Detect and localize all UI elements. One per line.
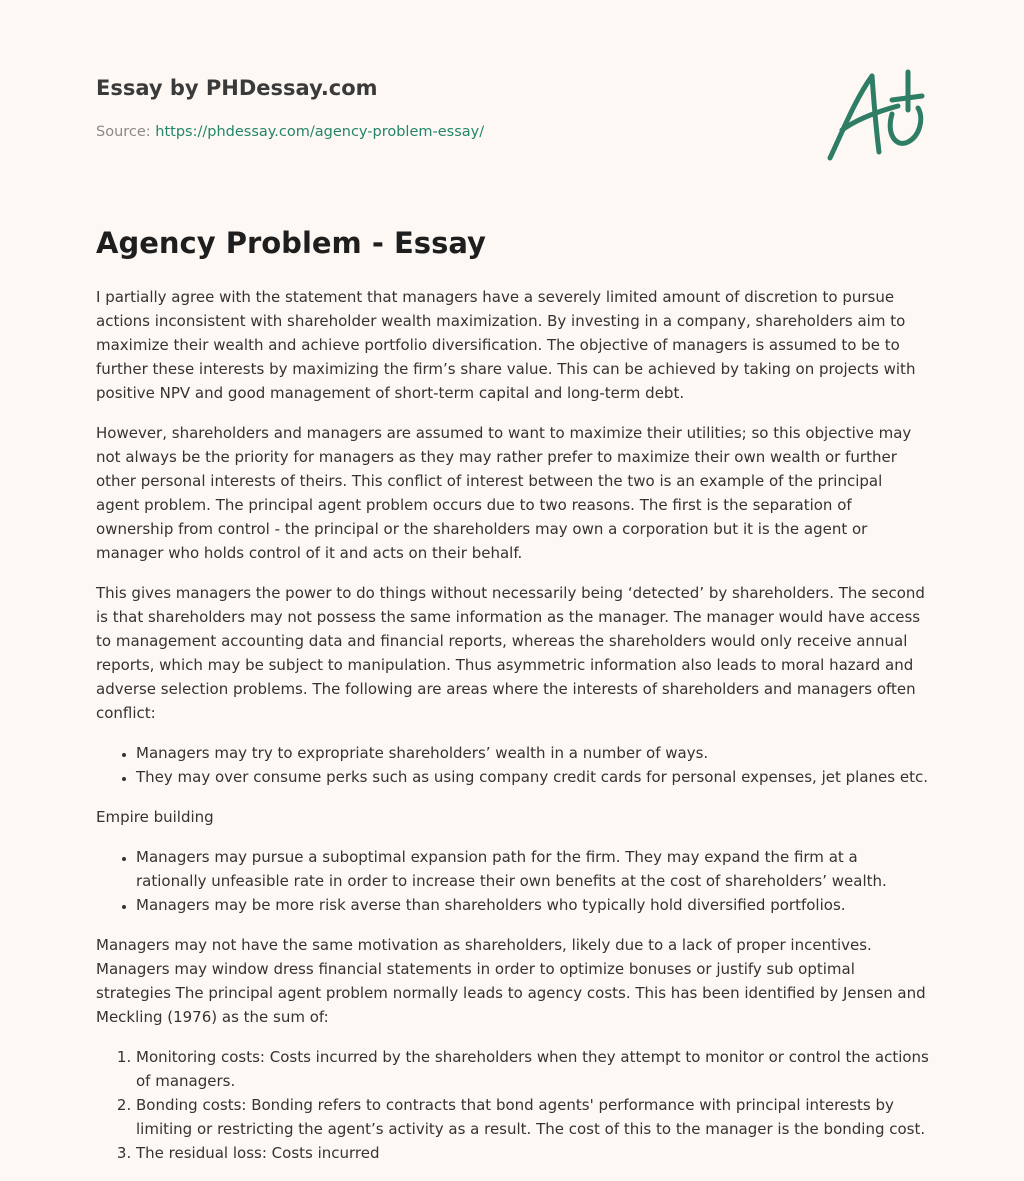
list-item: 2. Bonding costs: Bonding refers to contracts that bond agents' performance with principal interests by limiting or restricting the agent’s activity as a result. The cost of this to the manager is the bonding cost. bbox=[136, 1093, 930, 1141]
site-brand: Essay by PHDessay.com bbox=[96, 76, 378, 100]
list-item: • Managers may try to expropriate shareholders’ wealth in a number of ways. bbox=[136, 741, 930, 765]
paragraph-empire-building: Empire building bbox=[96, 808, 214, 826]
list-item: • Managers may be more risk averse than shareholders who typically hold diversified portfolios. bbox=[136, 893, 930, 917]
essay-body bbox=[96, 285, 930, 1181]
agency-costs-list bbox=[96, 1045, 930, 1165]
source-line bbox=[96, 124, 484, 140]
conflict-list bbox=[96, 741, 930, 789]
source-link[interactable]: https://phdessay.com/agency-problem-essay/ bbox=[155, 124, 485, 140]
paragraph-5: Managers may not have the same motivation as shareholders, likely due to a lack of proper incentives. Managers may window dress financial statements in order to optimize bonuses or justify sub optimal strategies The principal agent problem normally leads to agency costs. This has been identified by Jensen and Meckling (1976) as the sum of: bbox=[96, 936, 926, 1026]
list-item: • They may over consume perks such as using company credit cards for personal expenses, jet planes etc. bbox=[136, 765, 930, 789]
empire-list bbox=[96, 845, 930, 917]
list-item: 1. Monitoring costs: Costs incurred by the shareholders when they attempt to monitor or control the actions of managers. bbox=[136, 1045, 930, 1093]
paragraph-2: However, shareholders and managers are assumed to want to maximize their utilities; so this objective may not always be the priority for managers as they may rather prefer to maximize their own wealth or further other personal interests of theirs. This conflict of interest between the two is an example of the principal agent problem. The principal agent problem occurs due to two reasons. The first is the separation of ownership from control - the principal or the shareholders may own a corporation but it is the agent or manager who holds control of it and acts on their behalf. bbox=[96, 424, 912, 562]
list-item: 3. The residual loss: Costs incurred bbox=[136, 1141, 930, 1165]
list-item: • Managers may pursue a suboptimal expansion path for the firm. They may expand the firm at a rationally unfeasible rate in order to increase their own benefits at the cost of shareholders’ wealth. bbox=[136, 845, 930, 893]
a-plus-logo-icon bbox=[822, 68, 928, 164]
paragraph-3: This gives managers the power to do things without necessarily being ‘detected’ by shareholders. The second is that shareholders may not possess the same information as the manager. The manager would have access to management accounting data and financial reports, whereas the shareholders would only receive annual reports, which may be subject to manipulation. Thus asymmetric information also leads to moral hazard and adverse selection problems. The following are areas where the interests of shareholders and managers often conflict: bbox=[96, 584, 925, 722]
essay-title: Agency Problem - Essay bbox=[96, 226, 486, 260]
source-label: Source: bbox=[96, 124, 151, 140]
paragraph-1: I partially agree with the statement that managers have a severely limited amount of discretion to pursue actions inconsistent with shareholder wealth maximization. By investing in a company, shareholders aim to maximize their wealth and achieve portfolio diversification. The objective of managers is assumed to be to further these interests by maximizing the firm’s share value. This can be achieved by taking on projects with positive NPV and good management of short-term capital and long-term debt. bbox=[96, 288, 916, 402]
